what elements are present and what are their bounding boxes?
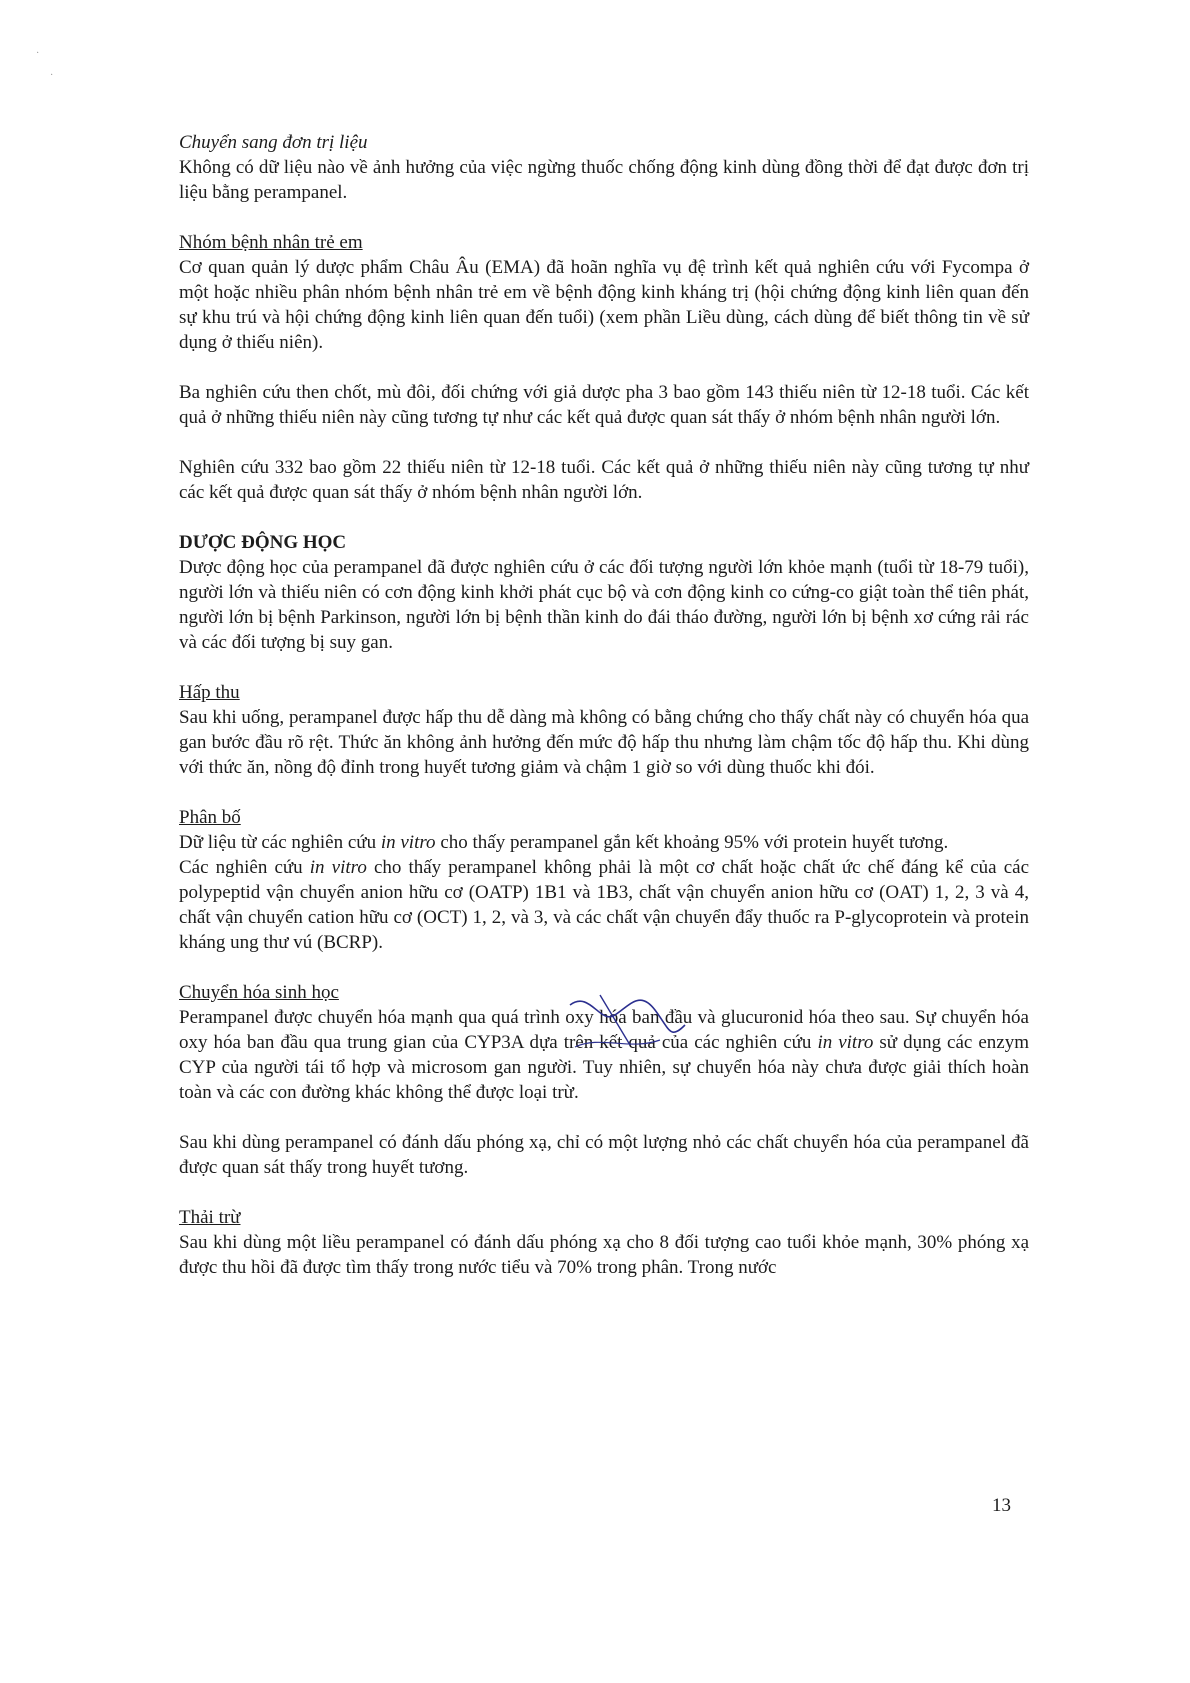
paragraph: Các nghiên cứu in vitro cho thấy perampanel không phải là một cơ chất hoặc chất ức chế đáng kể của các polypeptid vận chuyển anion hữu cơ (OATP) 1B1 và 1B3, chất vận chuyển anion hữu cơ (OAT) 1, 2, 3 và 4, chất vận chuyển cation hữu cơ (OCT) 1, 2, và 3, và các chất vận chuyển đẩy thuốc ra P-glycoprotein và protein kháng ung thư vú (BCRP). (179, 857, 1029, 953)
paragraph: Perampanel được chuyển hóa mạnh qua quá trình oxy hóa ban đầu và glucuronid hóa theo sau. Sự chuyển hóa oxy hóa ban đầu qua trung gian của CYP3A dựa trên kết quả của các nghiên cứu in vitro sử dụng các enzym CYP của người tái tổ hợp và microsom gan người. Tuy nhiên, sự chuyển hóa này chưa được giải thích hoàn toàn và các con đường khác không thể được loại trừ. (179, 1007, 1029, 1103)
paragraph: Nghiên cứu 332 bao gồm 22 thiếu niên từ 12-18 tuổi. Các kết quả ở những thiếu niên này cũng tương tự như các kết quả được quan sát thấy ở nhóm bệnh nhân người lớn. (179, 457, 1029, 503)
section-heading-elimination: Thải trừ (179, 1207, 241, 1228)
section-heading-monotherapy: Chuyển sang đơn trị liệu (179, 132, 368, 153)
scan-speck: · (36, 48, 40, 59)
paragraph: Cơ quan quản lý dược phẩm Châu Âu (EMA) đã hoãn nghĩa vụ đệ trình kết quả nghiên cứu với Fycompa ở một hoặc nhiều phân nhóm bệnh nhân trẻ em về bệnh động kinh kháng trị (hội chứng động kinh liên quan đến sự khu trú và hội chứng động kinh liên quan đến tuổi) (xem phần Liều dùng, cách dùng để biết thông tin về sử dụng ở thiếu niên). (179, 257, 1029, 353)
paragraph: Sau khi dùng perampanel có đánh dấu phóng xạ, chỉ có một lượng nhỏ các chất chuyển hóa của perampanel đã được quan sát thấy trong huyết tương. (179, 1132, 1029, 1178)
page-number: 13 (992, 1495, 1011, 1516)
scan-speck: · (50, 70, 54, 81)
document-body (179, 130, 1029, 1280)
handwritten-signature (560, 985, 690, 1055)
section-heading-biotransformation: Chuyển hóa sinh học (179, 982, 339, 1003)
paragraph: Ba nghiên cứu then chốt, mù đôi, đối chứng với giả dược pha 3 bao gồm 143 thiếu niên từ 12-18 tuổi. Các kết quả ở những thiếu niên này cũng tương tự như các kết quả được quan sát thấy ở nhóm bệnh nhân người lớn. (179, 382, 1029, 428)
section-heading-distribution: Phân bố (179, 807, 241, 828)
section-heading-pediatric: Nhóm bệnh nhân trẻ em (179, 232, 363, 253)
paragraph: Dược động học của perampanel đã được nghiên cứu ở các đối tượng người lớn khỏe mạnh (tuổi từ 18-79 tuổi), người lớn và thiếu niên có cơn động kinh khởi phát cục bộ và cơn động kinh co cứng-co giật toàn thể tiên phát, người lớn bị bệnh Parkinson, người lớn bị bệnh thần kinh do đái tháo đường, người lớn bị bệnh xơ cứng rải rác và các đối tượng bị suy gan. (179, 557, 1029, 653)
section-heading-pharmacokinetics: DƯỢC ĐỘNG HỌC (179, 532, 347, 553)
paragraph: Sau khi uống, perampanel được hấp thu dễ dàng mà không có bằng chứng cho thấy chất này có chuyển hóa qua gan bước đầu rõ rệt. Thức ăn không ảnh hưởng đến mức độ hấp thu nhưng làm chậm tốc độ hấp thu. Khi dùng với thức ăn, nồng độ đỉnh trong huyết tương giảm và chậm 1 giờ so với dùng thuốc khi đói. (179, 707, 1029, 778)
paragraph: Không có dữ liệu nào về ảnh hưởng của việc ngừng thuốc chống động kinh dùng đồng thời để đạt được đơn trị liệu bằng perampanel. (179, 157, 1029, 203)
paragraph: Dữ liệu từ các nghiên cứu in vitro cho thấy perampanel gắn kết khoảng 95% với protein huyết tương. (179, 832, 949, 853)
section-heading-absorption: Hấp thu (179, 682, 240, 703)
paragraph: Sau khi dùng một liều perampanel có đánh dấu phóng xạ cho 8 đối tượng cao tuổi khỏe mạnh, 30% phóng xạ được thu hồi đã được tìm thấy trong nước tiểu và 70% trong phân. Trong nước (179, 1232, 1029, 1278)
